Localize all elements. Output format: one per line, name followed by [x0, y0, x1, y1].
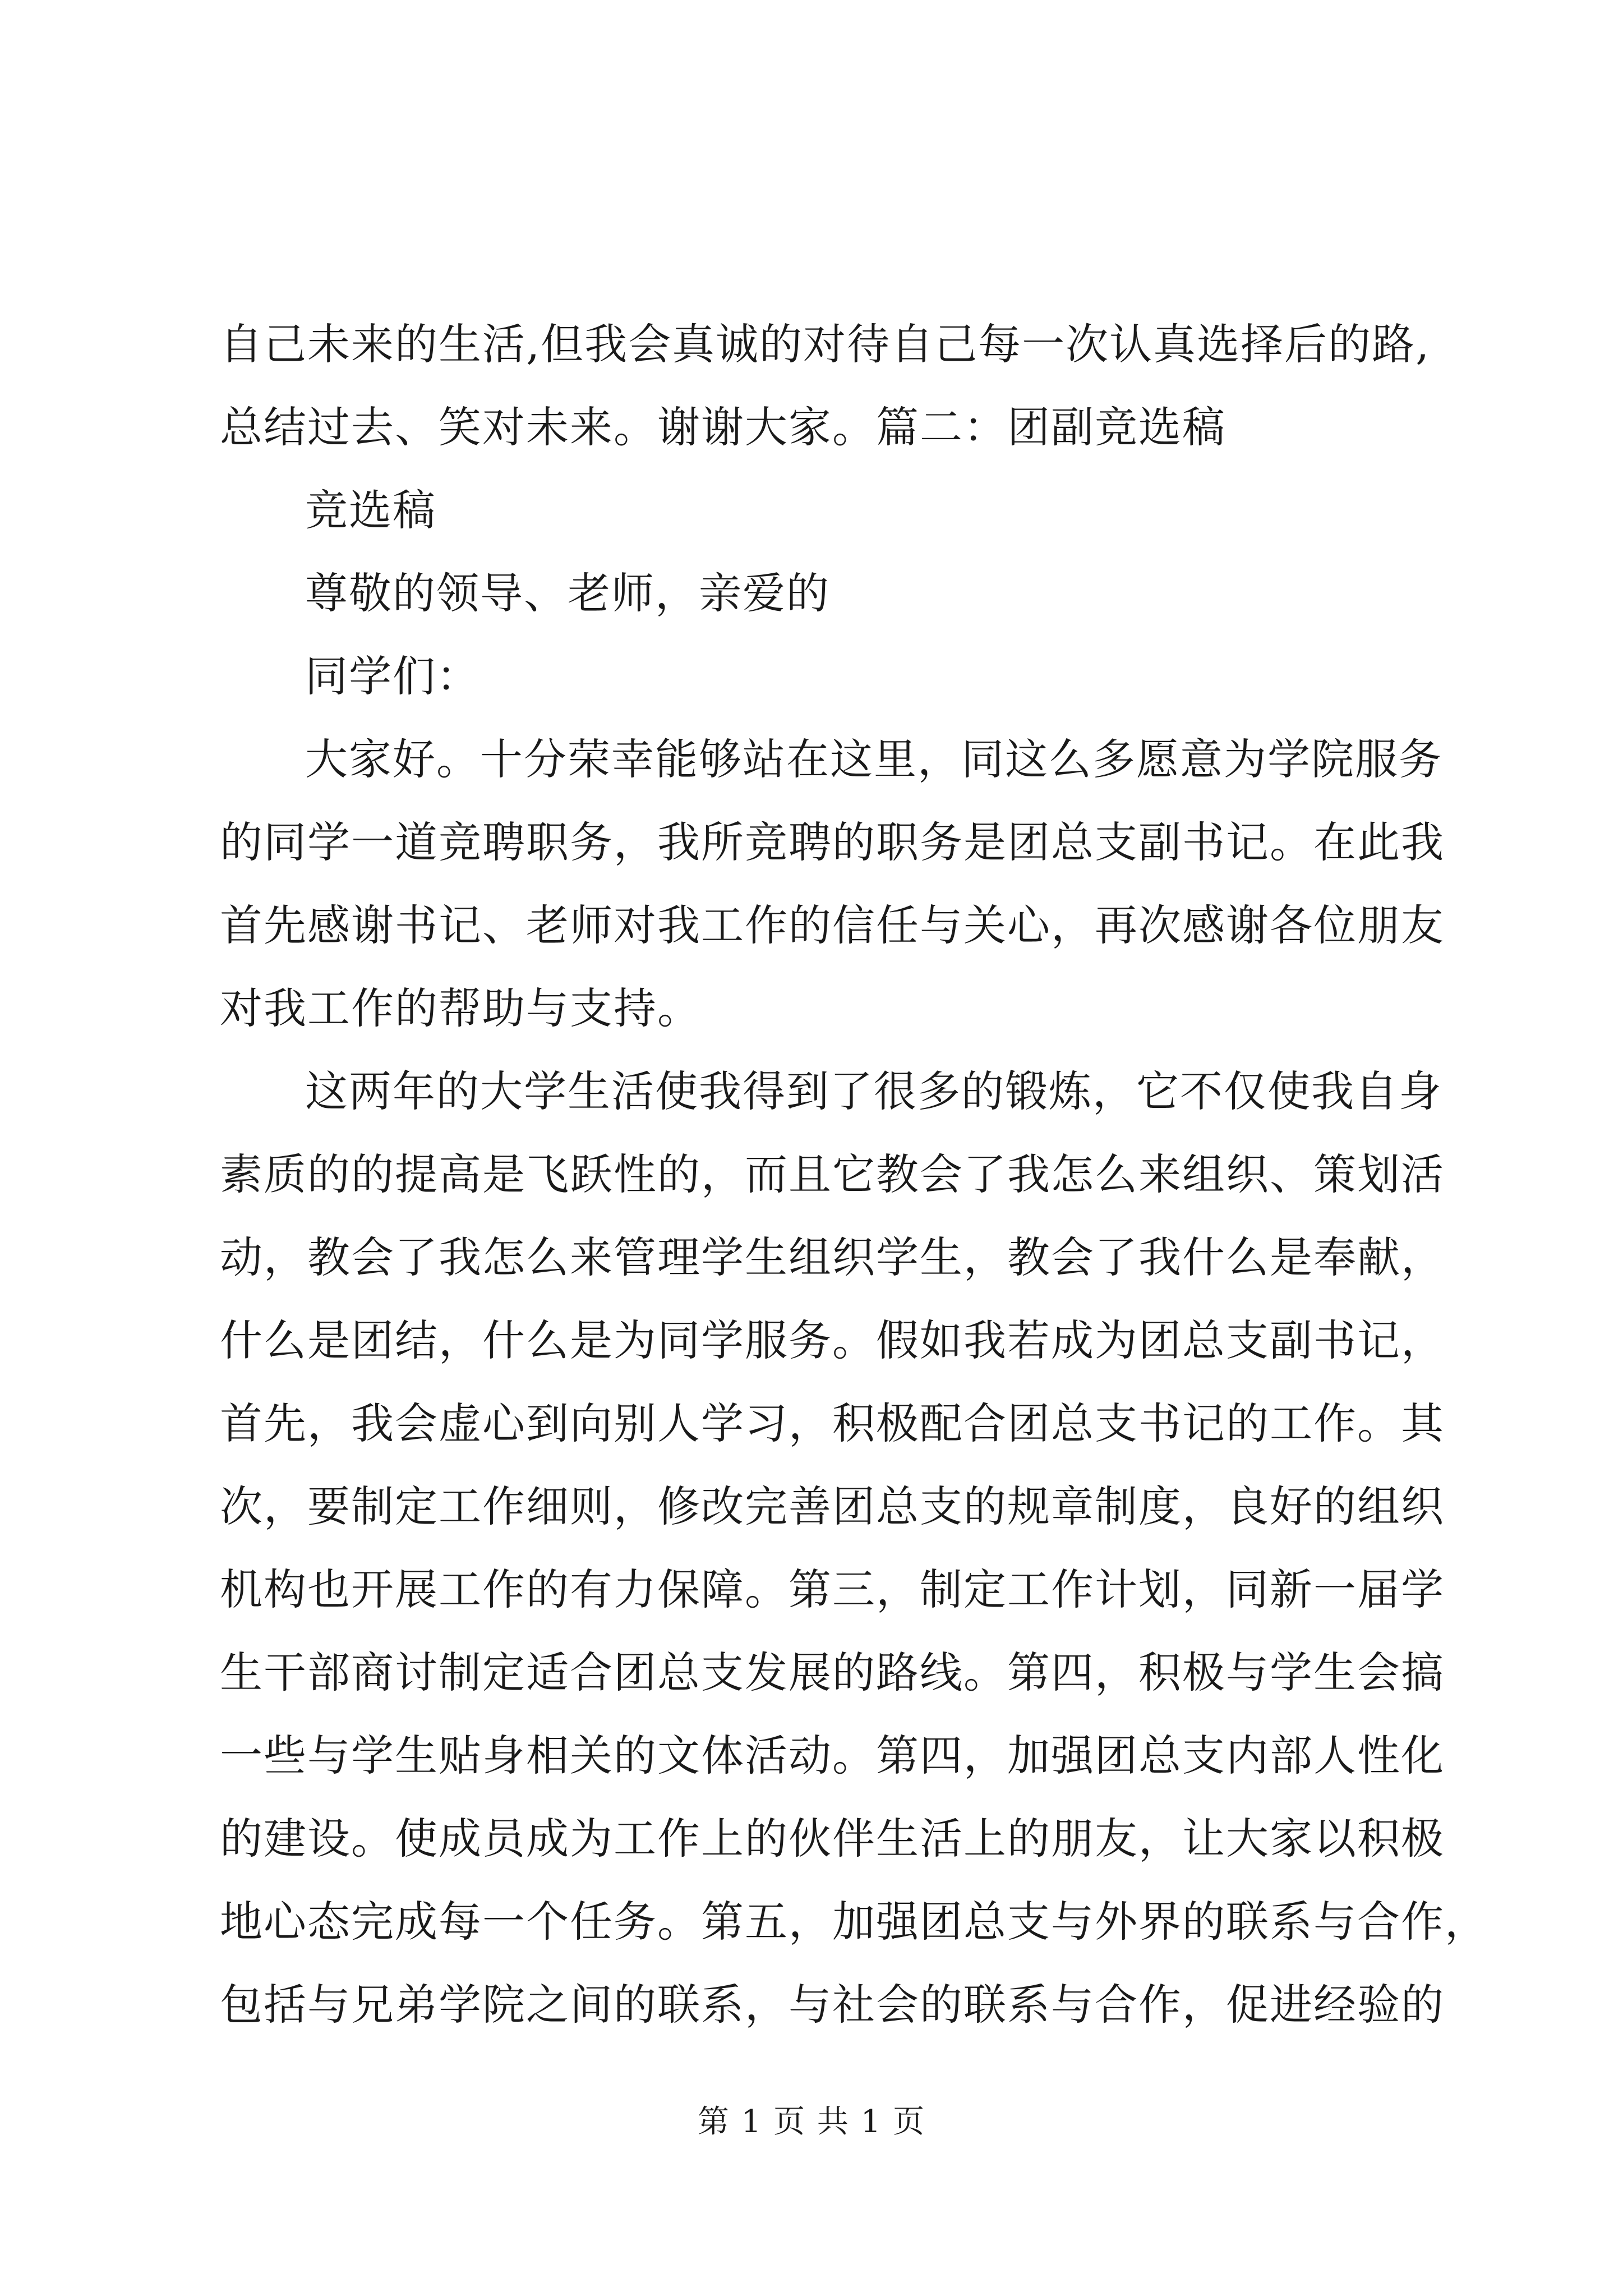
text-line: 的建设。使成员成为工作上的伙伴生活上的朋友，让大家以积极: [220, 1814, 1445, 1864]
text-line: 素质的的提高是飞跃性的，而且它教会了我怎么来组织、策划活: [220, 1149, 1445, 1199]
text-line: 首先，我会虚心到向别人学习，积极配合团总支书记的工作。其: [220, 1398, 1445, 1448]
document-body: [220, 303, 1488, 2046]
text-line: 这两年的大学生活使我得到了很多的锻炼，它不仅使我自身: [305, 1066, 1442, 1116]
text-line: 总结过去、笑对未来。谢谢大家。篇二：团副竞选稿: [220, 402, 1226, 452]
text-line: 大家好。十分荣幸能够站在这里，同这么多愿意为学院服务: [305, 734, 1442, 784]
page-footer: 第 1 页 共 1 页: [697, 2104, 926, 2140]
text-line: 包括与兄弟学院之间的联系，与社会的联系与合作，促进经验的: [220, 1980, 1445, 2030]
text-line: 自己未来的生活,但我会真诚的对待自己每一次认真选择后的路,: [220, 319, 1431, 369]
text-line: 首先感谢书记、老师对我工作的信任与关心，再次感谢各位朋友: [220, 900, 1445, 950]
text-line: 次，要制定工作细则，修改完善团总支的规章制度，良好的组织: [220, 1481, 1445, 1531]
text-line: 对我工作的帮助与支持。: [220, 983, 701, 1033]
text-line: 生干部商讨制定适合团总支发展的路线。第四，积极与学生会搞: [220, 1648, 1445, 1697]
text-line: 竞选稿: [305, 485, 436, 535]
text-line: 尊敬的领导、老师，亲爱的: [305, 568, 830, 618]
text-line: 什么是团结，什么是为同学服务。假如我若成为团总支副书记，: [220, 1315, 1445, 1365]
text-line: 的同学一道竞聘职务，我所竞聘的职务是团总支副书记。在此我: [220, 817, 1445, 867]
text-line: 同学们：: [305, 651, 480, 701]
text-line: 机构也开展工作的有力保障。第三，制定工作计划，同新一届学: [220, 1565, 1445, 1614]
text-line: 动，教会了我怎么来管理学生组织学生，教会了我什么是奉献，: [220, 1232, 1445, 1282]
text-line: 地心态完成每一个任务。第五，加强团总支与外界的联系与合作，: [220, 1897, 1488, 1947]
text-line: 一些与学生贴身相关的文体活动。第四，加强团总支内部人性化: [220, 1731, 1445, 1780]
